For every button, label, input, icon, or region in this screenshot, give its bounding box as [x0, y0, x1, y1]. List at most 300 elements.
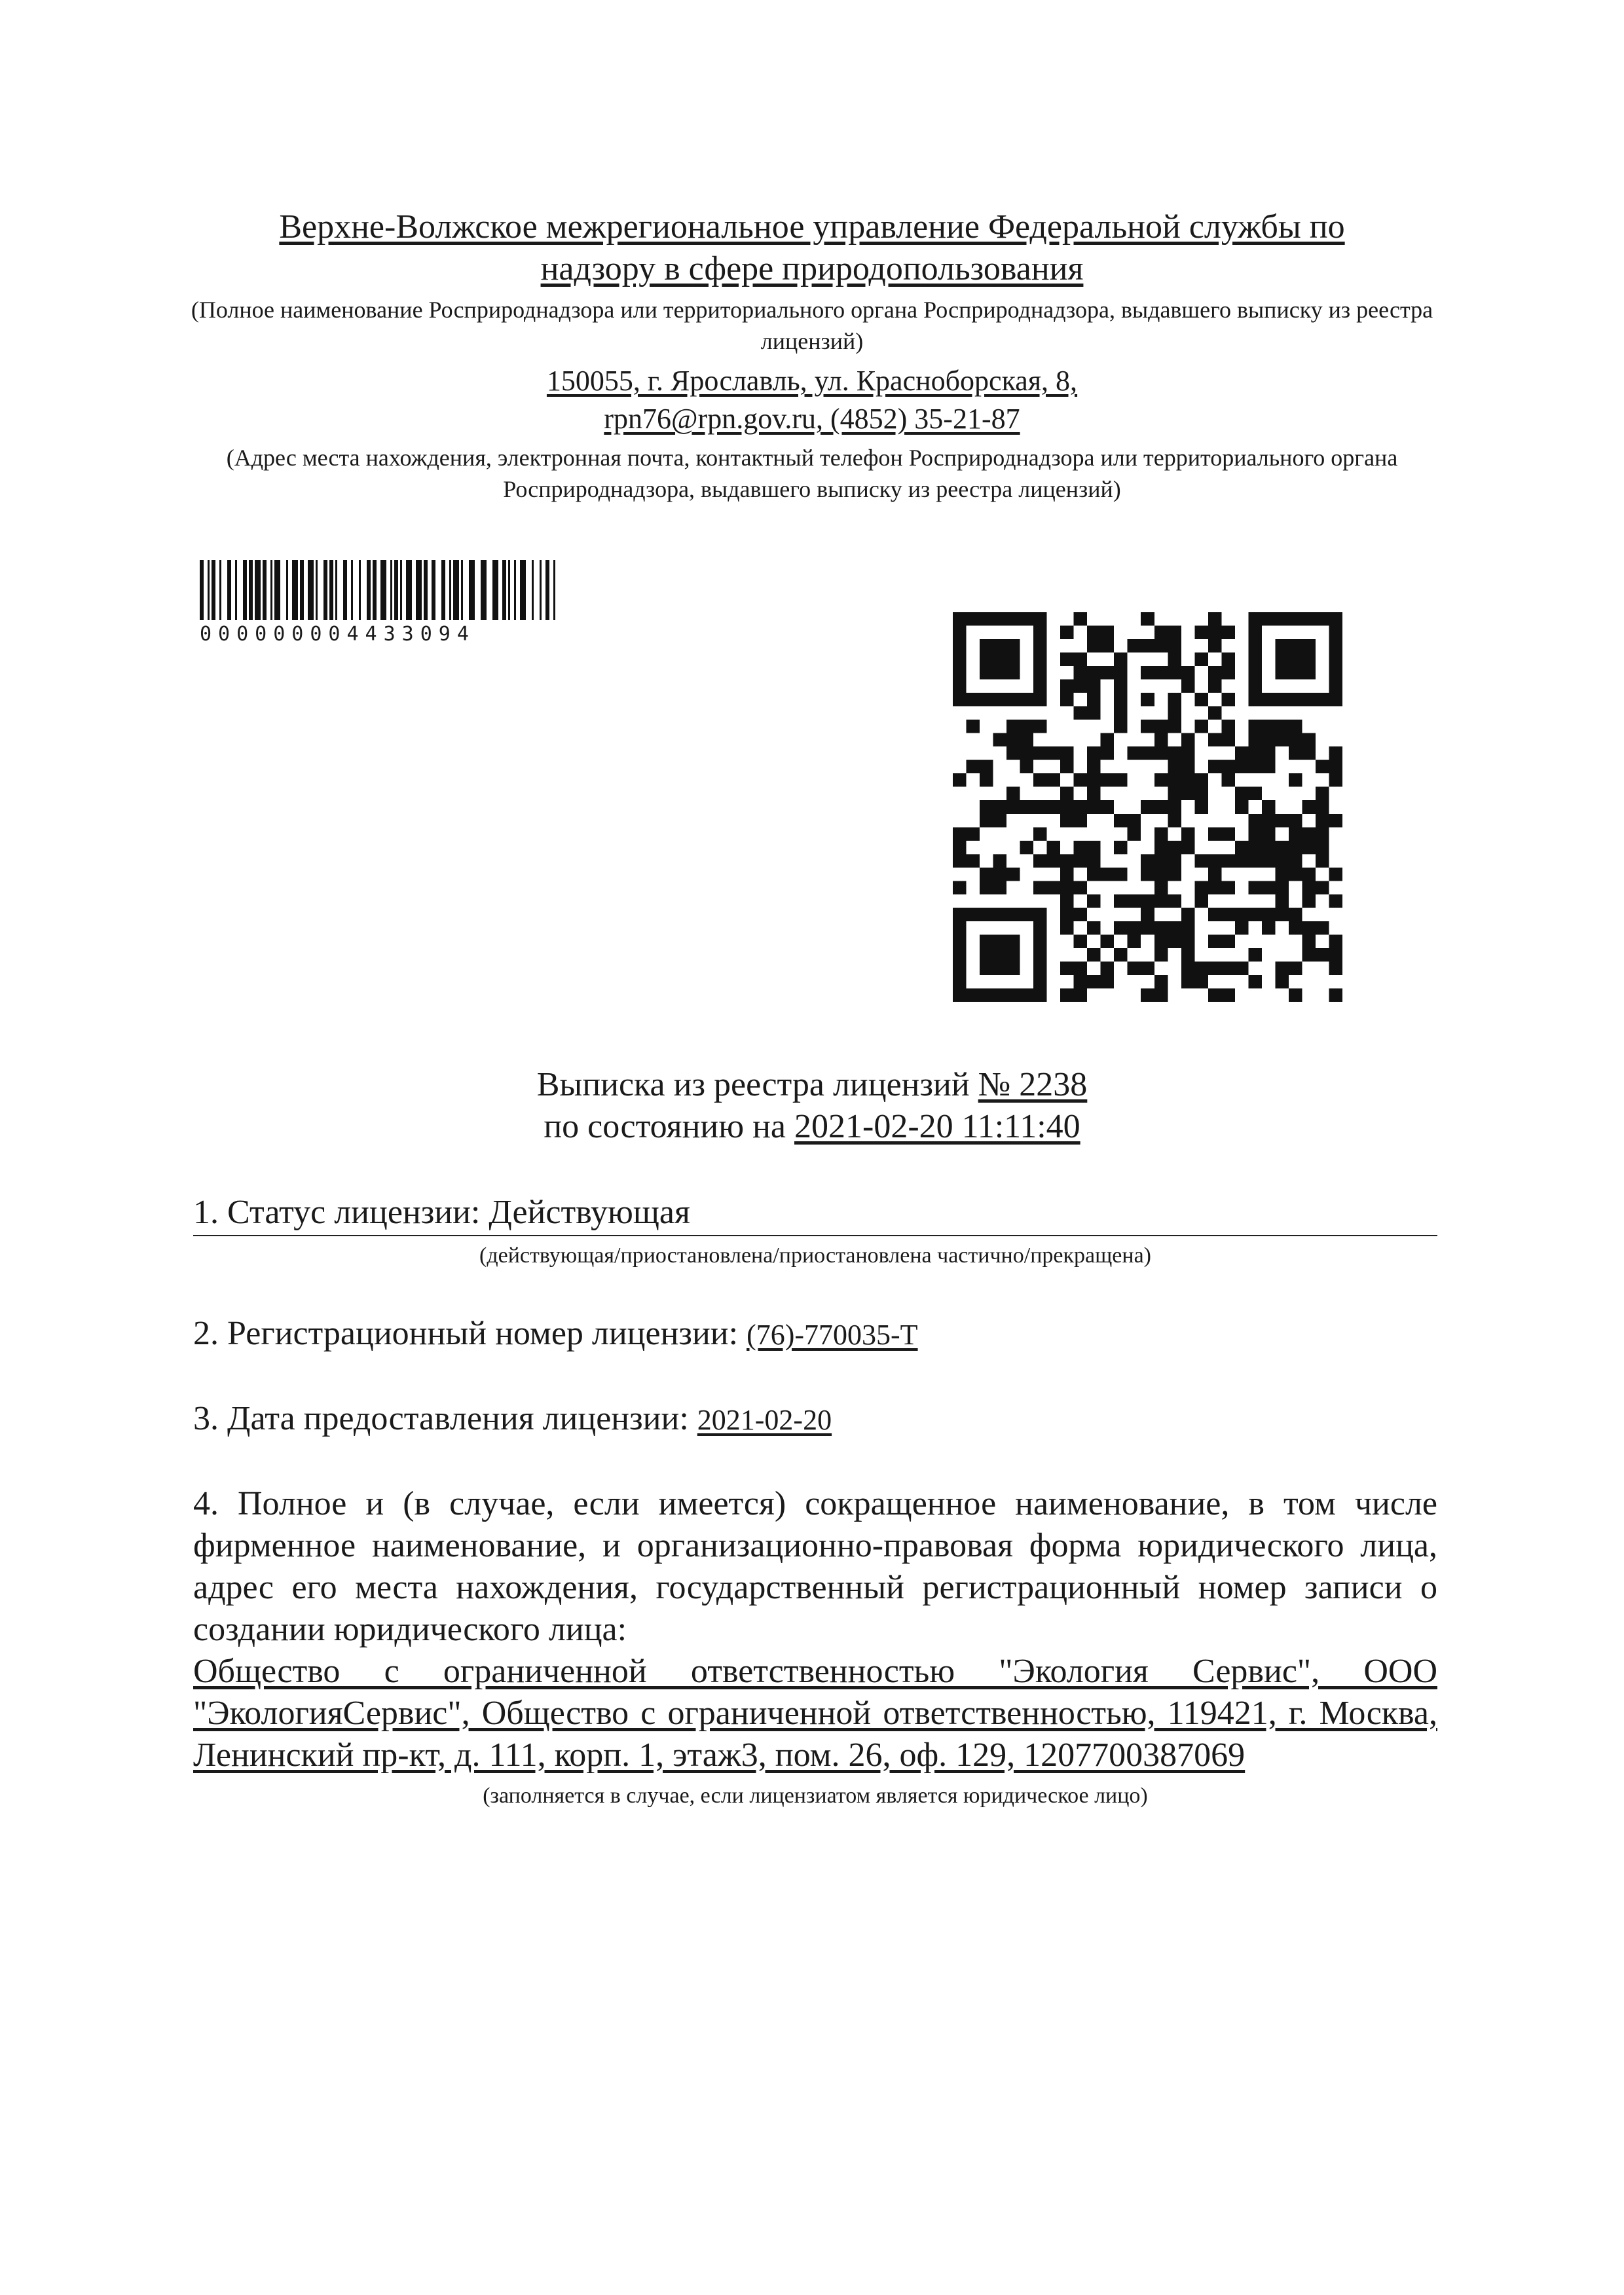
qr-module: [1235, 921, 1249, 935]
qr-module: [1275, 733, 1289, 747]
qr-module: [1168, 626, 1181, 640]
barcode-bar: [508, 560, 510, 620]
qr-module: [1128, 639, 1141, 653]
barcode-bar: [351, 560, 353, 620]
barcode-bar: [255, 560, 261, 620]
qr-module: [1248, 841, 1262, 854]
qr-module: [1221, 881, 1235, 894]
qr-module: [1087, 975, 1101, 989]
barcode-bar: [212, 560, 215, 620]
qr-module: [1248, 881, 1262, 894]
qr-module: [1033, 720, 1047, 733]
barcode-bar: [286, 560, 288, 620]
barcode-bar: [308, 560, 314, 620]
qr-module: [980, 814, 993, 828]
qr-module: [1114, 680, 1128, 693]
qr-module: [1141, 693, 1154, 707]
qr-module: [1087, 841, 1101, 854]
qr-module: [1154, 854, 1168, 868]
org-caption: (заполняется в случае, если лицензиатом является юридическое лицо): [483, 1784, 1148, 1808]
qr-module: [1074, 814, 1088, 828]
qr-module: [1302, 948, 1316, 962]
qr-module: [1141, 921, 1154, 935]
qr-module: [1087, 707, 1101, 720]
qr-module: [1221, 934, 1235, 948]
qr-module: [1154, 868, 1168, 881]
qr-module: [1181, 760, 1195, 774]
qr-module: [953, 854, 967, 868]
qr-module: [1020, 746, 1034, 760]
status-section: [193, 1192, 1437, 1270]
barcode-bar: [335, 560, 337, 620]
qr-module: [1168, 787, 1181, 801]
qr-module: [1194, 653, 1208, 667]
qr-module: [1141, 961, 1154, 975]
qr-module: [1262, 733, 1276, 747]
qr-module: [1235, 787, 1249, 801]
qr-module: [1128, 894, 1141, 908]
status-value: Действующая: [489, 1194, 690, 1231]
qr-module: [1114, 707, 1128, 720]
qr-module: [1289, 720, 1302, 733]
qr-module: [1181, 666, 1195, 680]
qr-module: [1221, 760, 1235, 774]
qr-module: [1168, 666, 1181, 680]
qr-module: [1235, 841, 1249, 854]
barcode: [200, 560, 566, 646]
qr-module: [1181, 733, 1195, 747]
qr-module: [1221, 827, 1235, 841]
barcode-bar: [219, 560, 221, 620]
qr-module: [1289, 868, 1302, 881]
qr-module: [1194, 693, 1208, 707]
qr-module: [1248, 827, 1262, 841]
qr-module: [1033, 746, 1047, 760]
barcode-bar: [453, 560, 459, 620]
qr-module: [1316, 760, 1329, 774]
status-caption: (действующая/приостановлена/приостановлена частично/прекращена): [479, 1243, 1151, 1268]
qr-module: [993, 854, 1007, 868]
qr-module: [967, 854, 980, 868]
qr-module: [1329, 814, 1342, 828]
qr-module: [1262, 854, 1276, 868]
qr-module: [1329, 961, 1342, 975]
qr-module: [1275, 975, 1289, 989]
qr-module: [1141, 854, 1154, 868]
barcode-bar: [208, 560, 210, 620]
qr-module: [967, 827, 980, 841]
qr-module: [1154, 827, 1168, 841]
qr-module: [1262, 908, 1276, 921]
qr-module: [1194, 854, 1208, 868]
qr-module: [1060, 854, 1074, 868]
qr-module: [1302, 827, 1316, 841]
qr-module: [1208, 626, 1222, 640]
barcode-bar: [461, 560, 463, 620]
qr-module: [1329, 894, 1342, 908]
qr-module: [1006, 787, 1020, 801]
barcode-bar: [316, 560, 318, 620]
qr-module: [1020, 841, 1034, 854]
qr-module: [1101, 934, 1115, 948]
qr-module: [1128, 827, 1141, 841]
barcode-bar: [390, 560, 392, 620]
qr-module: [1114, 666, 1128, 680]
barcode-bar: [249, 560, 253, 620]
qr-module: [1221, 693, 1235, 707]
qr-module: [1289, 814, 1302, 828]
qr-module: [1101, 733, 1115, 747]
qr-module: [1006, 733, 1020, 747]
qr-module: [953, 881, 967, 894]
qr-module: [1101, 626, 1115, 640]
qr-module: [1033, 827, 1047, 841]
qr-module: [1181, 827, 1195, 841]
qr-module: [1289, 854, 1302, 868]
qr-module: [1060, 800, 1074, 814]
qr-finder-center: [1275, 639, 1316, 680]
qr-module: [1181, 841, 1195, 854]
qr-module: [1181, 975, 1195, 989]
barcode-bar: [432, 560, 435, 620]
qr-module: [1302, 841, 1316, 854]
qr-module: [1302, 921, 1316, 935]
qr-module: [1168, 868, 1181, 881]
qr-module: [1060, 814, 1074, 828]
reg-number-section: [193, 1313, 1437, 1356]
reg-number-value: (76)-770035-Т: [747, 1319, 918, 1351]
qr-module: [1208, 612, 1222, 626]
qr-module: [1020, 760, 1034, 774]
issuer-header: [170, 206, 1454, 505]
barcode-bar: [400, 560, 402, 620]
qr-module: [1087, 773, 1101, 787]
qr-module: [1289, 961, 1302, 975]
qr-module: [980, 881, 993, 894]
extract-number: № 2238: [978, 1066, 1088, 1103]
qr-module: [1302, 934, 1316, 948]
qr-module: [1221, 733, 1235, 747]
qr-module: [1006, 746, 1020, 760]
qr-module: [1194, 720, 1208, 733]
qr-module: [1248, 975, 1262, 989]
date-value: 2021-02-20: [697, 1404, 832, 1436]
qr-module: [1087, 639, 1101, 653]
qr-module: [1181, 948, 1195, 962]
qr-module: [1060, 746, 1074, 760]
qr-module: [1275, 814, 1289, 828]
qr-module: [1262, 881, 1276, 894]
barcode-bar: [540, 560, 542, 620]
qr-module: [1248, 733, 1262, 747]
qr-module: [1248, 814, 1262, 828]
qr-module: [1101, 746, 1115, 760]
qr-module: [1114, 841, 1128, 854]
qr-module: [953, 827, 967, 841]
qr-module: [1329, 948, 1342, 962]
qr-module: [1047, 800, 1061, 814]
qr-module: [1047, 881, 1061, 894]
qr-module: [1275, 908, 1289, 921]
qr-module: [1248, 746, 1262, 760]
qr-module: [1235, 760, 1249, 774]
qr-module: [1154, 720, 1168, 733]
qr-module: [1168, 746, 1181, 760]
barcode-bar: [416, 560, 422, 620]
barcode-bar: [545, 560, 549, 620]
qr-module: [1141, 988, 1154, 1002]
qr-module: [1087, 693, 1101, 707]
qr-module: [1074, 707, 1088, 720]
qr-module: [1181, 908, 1195, 921]
qr-module: [1154, 773, 1168, 787]
qr-module: [1302, 881, 1316, 894]
qr-module: [1208, 760, 1222, 774]
qr-module: [1221, 773, 1235, 787]
qr-module: [1208, 639, 1222, 653]
qr-module: [1248, 948, 1262, 962]
qr-module: [953, 841, 967, 854]
qr-module: [1087, 948, 1101, 962]
qr-finder-center: [980, 639, 1020, 680]
qr-module: [1128, 921, 1141, 935]
qr-module: [1060, 653, 1074, 667]
qr-finder-center: [980, 934, 1020, 975]
qr-module: [1060, 680, 1074, 693]
address-caption: (Адрес места нахождения, электронная почта, контактный телефон Росприроднадзора или территориального органа Росприроднадзора, выдавшего выписку из реестра лицензий): [226, 445, 1398, 502]
qr-module: [1302, 868, 1316, 881]
qr-module: [1074, 881, 1088, 894]
qr-module: [1074, 908, 1088, 921]
qr-module: [1114, 693, 1128, 707]
qr-module: [1128, 934, 1141, 948]
qr-module: [1262, 841, 1276, 854]
barcode-bar: [343, 560, 347, 620]
qr-module: [1087, 666, 1101, 680]
qr-module: [1316, 787, 1329, 801]
qr-module: [1329, 773, 1342, 787]
qr-module: [1141, 639, 1154, 653]
qr-module: [993, 814, 1007, 828]
qr-module: [993, 868, 1007, 881]
qr-module: [1154, 948, 1168, 962]
qr-module: [1154, 934, 1168, 948]
qr-module: [1074, 975, 1088, 989]
qr-module: [1316, 921, 1329, 935]
qr-module: [1168, 773, 1181, 787]
barcode-bar: [227, 560, 231, 620]
qr-module: [1194, 975, 1208, 989]
qr-module: [1087, 868, 1101, 881]
qr-module: [1302, 894, 1316, 908]
qr-module: [1235, 961, 1249, 975]
qr-module: [1060, 868, 1074, 881]
qr-module: [1006, 800, 1020, 814]
as-of-datetime: 2021-02-20 11:11:40: [794, 1108, 1080, 1145]
qr-module: [1181, 746, 1195, 760]
barcode-bar: [520, 560, 526, 620]
barcode-bar: [449, 560, 451, 620]
qr-module: [1087, 787, 1101, 801]
qr-module: [1208, 827, 1222, 841]
qr-module: [1114, 921, 1128, 935]
qr-module: [1194, 773, 1208, 787]
qr-module: [1194, 881, 1208, 894]
date-label: 3. Дата предоставления лицензии:: [193, 1400, 689, 1437]
qr-module: [1074, 680, 1088, 693]
barcode-bar: [235, 560, 237, 620]
qr-module: [1262, 720, 1276, 733]
qr-module: [1087, 921, 1101, 935]
org-label: 4. Полное и (в случае, если имеется) сокращенное наименование, в том числе фирменное наименование, и организационно-правовая форма юридического лица, адрес его места нахождения, государственный регистрационный номер записи о создании юридического лица:: [193, 1485, 1437, 1648]
qr-module: [1329, 934, 1342, 948]
qr-module: [1074, 841, 1088, 854]
qr-module: [1194, 626, 1208, 640]
qr-module: [1248, 787, 1262, 801]
qr-module: [1060, 881, 1074, 894]
qr-module: [1289, 908, 1302, 921]
qr-module: [1087, 626, 1101, 640]
qr-module: [993, 800, 1007, 814]
qr-module: [1074, 988, 1088, 1002]
qr-module: [1181, 921, 1195, 935]
qr-module: [1141, 720, 1154, 733]
qr-module: [1141, 746, 1154, 760]
as-of-prefix: по состоянию на: [544, 1108, 786, 1145]
qr-module: [1141, 666, 1154, 680]
qr-module: [1154, 733, 1168, 747]
reg-number-label: 2. Регистрационный номер лицензии:: [193, 1315, 739, 1352]
status-line: [193, 1192, 1437, 1236]
qr-module: [1060, 894, 1074, 908]
qr-module: [1248, 908, 1262, 921]
qr-module: [1208, 908, 1222, 921]
qr-module: [1329, 988, 1342, 1002]
qr-module: [1074, 961, 1088, 975]
qr-module: [1275, 961, 1289, 975]
barcode-bar: [359, 560, 361, 620]
qr-module: [1128, 746, 1141, 760]
qr-module: [1235, 908, 1249, 921]
qr-module: [1154, 666, 1168, 680]
barcode-bar: [300, 560, 304, 620]
barcode-bar: [469, 560, 475, 620]
qr-module: [1060, 626, 1074, 640]
qr-module: [1275, 854, 1289, 868]
qr-module: [1316, 881, 1329, 894]
qr-module: [1275, 868, 1289, 881]
qr-module: [1087, 894, 1101, 908]
barcode-bar: [424, 560, 428, 620]
qr-module: [1289, 827, 1302, 841]
qr-module: [1329, 868, 1342, 881]
qr-module: [1262, 814, 1276, 828]
qr-module: [1221, 666, 1235, 680]
qr-module: [1181, 934, 1195, 948]
qr-module: [1181, 773, 1195, 787]
qr-module: [1114, 868, 1128, 881]
qr-module: [1248, 720, 1262, 733]
qr-module: [1168, 653, 1181, 667]
qr-module: [1289, 733, 1302, 747]
qr-module: [1087, 746, 1101, 760]
qr-module: [1302, 746, 1316, 760]
qr-module: [1208, 961, 1222, 975]
qr-module: [1168, 707, 1181, 720]
qr-module: [1020, 800, 1034, 814]
qr-module: [980, 800, 993, 814]
extract-title: [196, 1064, 1428, 1148]
qr-module: [1316, 841, 1329, 854]
qr-module: [1316, 814, 1329, 828]
qr-module: [1221, 653, 1235, 667]
qr-module: [1074, 854, 1088, 868]
qr-module: [1168, 693, 1181, 707]
barcode-bar: [329, 560, 333, 620]
qr-module: [1087, 760, 1101, 774]
qr-module: [1181, 961, 1195, 975]
qr-module: [1208, 666, 1222, 680]
qr-module: [1194, 787, 1208, 801]
qr-module: [1074, 612, 1088, 626]
qr-module: [1074, 666, 1088, 680]
qr-module: [1020, 733, 1034, 747]
qr-module: [1087, 800, 1101, 814]
qr-module: [1154, 841, 1168, 854]
barcode-number: 000000004433094: [200, 623, 475, 646]
qr-module: [1275, 894, 1289, 908]
barcode-bar: [492, 560, 498, 620]
qr-module: [1329, 746, 1342, 760]
qr-module: [1208, 868, 1222, 881]
qr-module: [1329, 760, 1342, 774]
qr-module: [1141, 868, 1154, 881]
qr-module: [1154, 626, 1168, 640]
qr-module: [1114, 653, 1128, 667]
qr-module: [1221, 854, 1235, 868]
qr-module: [993, 733, 1007, 747]
qr-module: [1047, 854, 1061, 868]
qr-module: [1060, 760, 1074, 774]
qr-module: [1047, 746, 1061, 760]
qr-module: [1006, 720, 1020, 733]
qr-module: [1289, 746, 1302, 760]
extract-title-prefix: Выписка из реестра лицензий: [536, 1066, 970, 1103]
qr-module: [1060, 787, 1074, 801]
qr-module: [1006, 868, 1020, 881]
qr-module: [1060, 961, 1074, 975]
qr-module: [1316, 827, 1329, 841]
qr-module: [1221, 720, 1235, 733]
qr-module: [1168, 894, 1181, 908]
qr-module: [1208, 854, 1222, 868]
qr-module: [1181, 787, 1195, 801]
qr-module: [1316, 854, 1329, 868]
qr-module: [1316, 800, 1329, 814]
qr-code: [953, 612, 1342, 1002]
qr-module: [1316, 948, 1329, 962]
qr-module: [1221, 988, 1235, 1002]
qr-module: [1141, 894, 1154, 908]
qr-module: [1101, 868, 1115, 881]
qr-module: [1101, 639, 1115, 653]
qr-module: [1168, 934, 1181, 948]
qr-module: [1154, 894, 1168, 908]
authority-name-line1: Верхне-Волжское межрегиональное управление Федеральной службы по: [279, 208, 1345, 246]
qr-module: [1074, 800, 1088, 814]
qr-module: [967, 760, 980, 774]
qr-module: [1168, 814, 1181, 828]
